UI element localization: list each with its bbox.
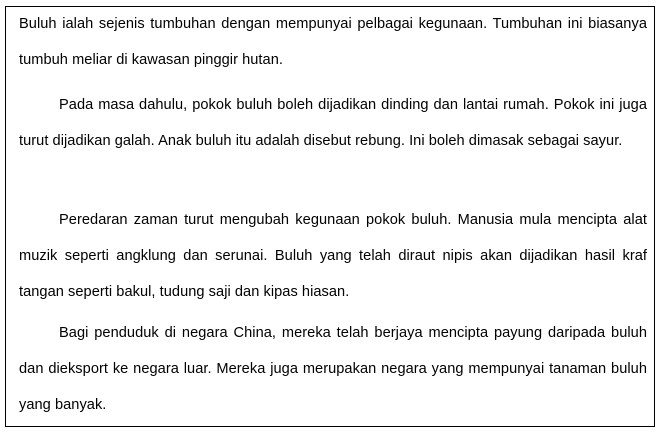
paragraph-3: Peredaran zaman turut mengubah kegunaan pokok buluh. Manusia mula mencipta alat muzik seperti angklung dan serunai. Buluh yang telah diraut nipis akan dijadikan hasil kraf tangan seperti bakul, tudung saji dan kipas hiasan. — [19, 212, 647, 300]
paragraph-2: Pada masa dahulu, pokok buluh boleh dijadikan dinding dan lantai rumah. Pokok ini juga turut dijadikan galah. Anak buluh itu adalah disebut rebung. Ini boleh dimasak sebagai sayur. — [19, 97, 647, 149]
paragraph-4: Bagi penduduk di negara China, mereka telah berjaya mencipta payung daripada buluh dan dieksport ke negara luar. Mereka juga merupakan negara yang mempunyai tanaman buluh yang banyak. — [19, 325, 647, 413]
text-box — [5, 6, 655, 427]
paragraph-1: Buluh ialah sejenis tumbuhan dengan mempunyai pelbagai kegunaan. Tumbuhan ini biasanya tumbuh meliar di kawasan pinggir hutan. — [19, 16, 647, 68]
